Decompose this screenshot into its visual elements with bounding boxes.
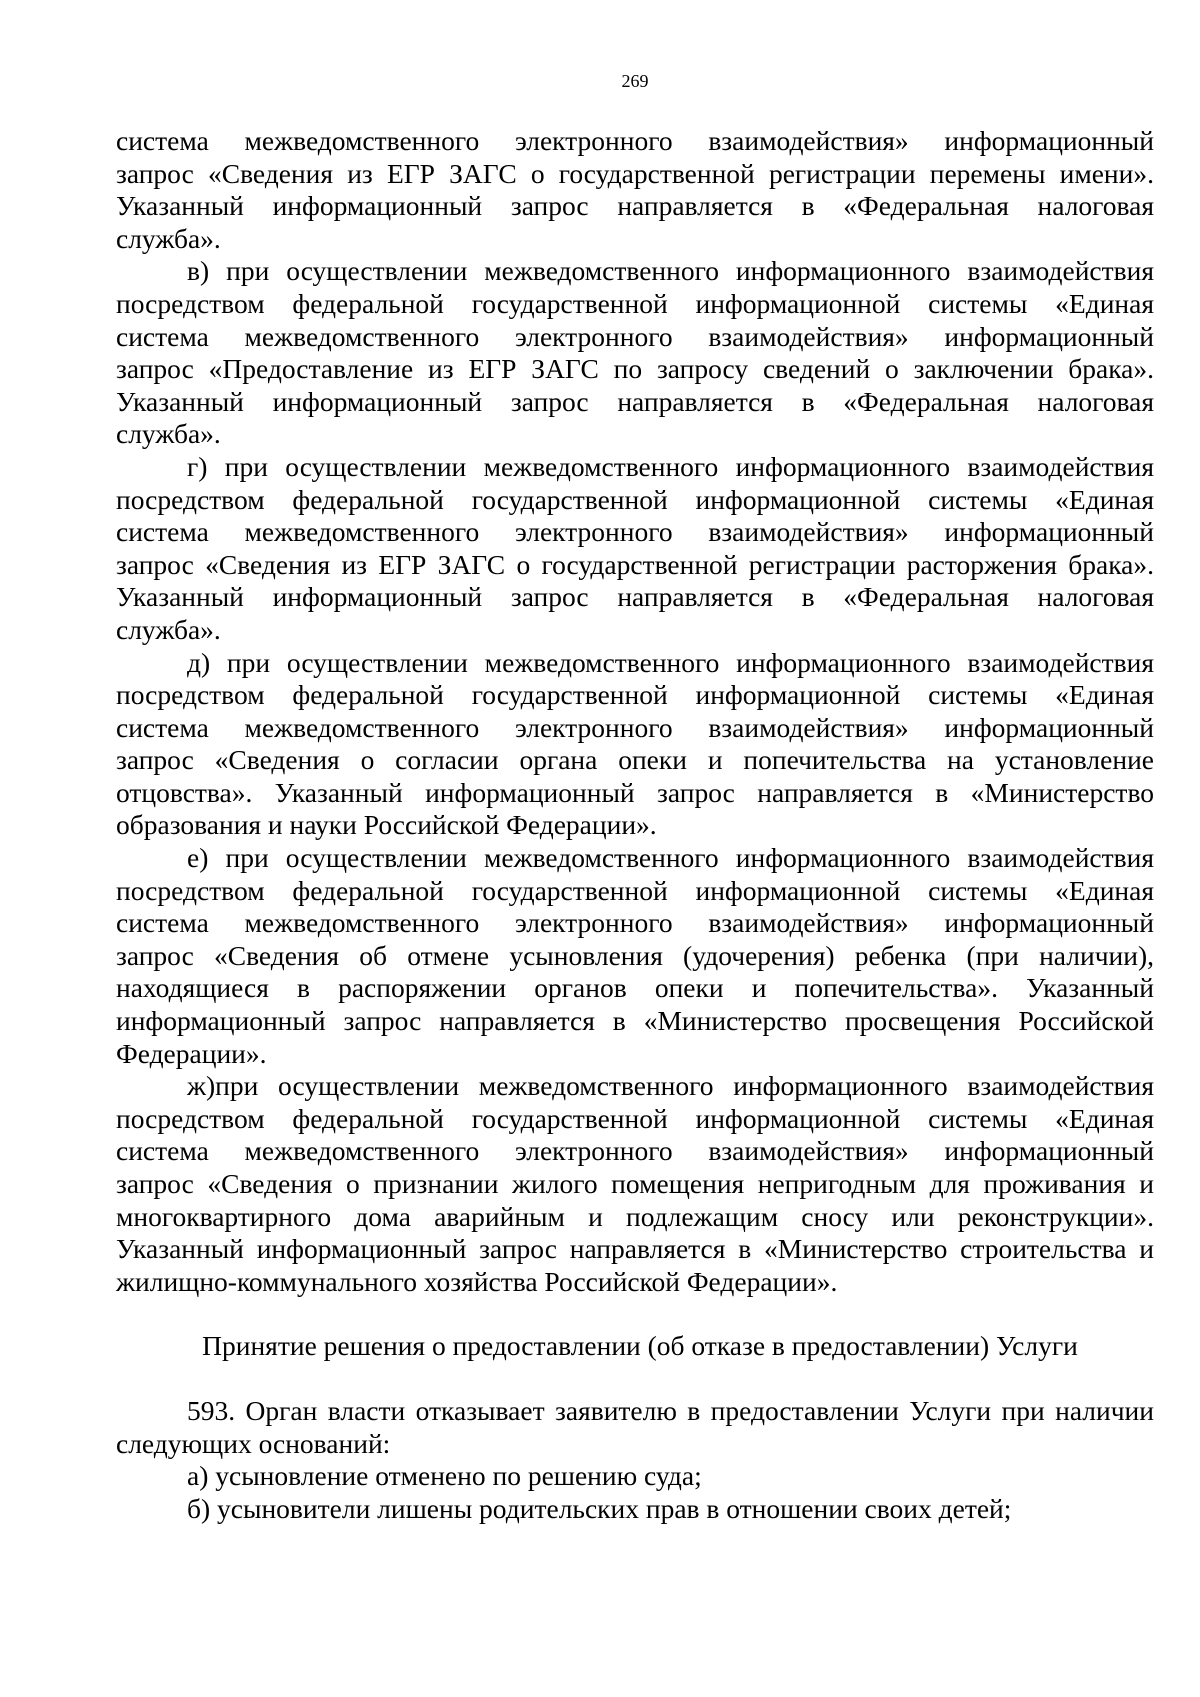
text-line: Указанный информационный запрос направляется в «Федеральная налоговая xyxy=(116,581,1154,613)
text-line: служба». xyxy=(116,613,221,645)
text-line: запрос «Сведения из ЕГР ЗАГС о государственной регистрации перемены имени». xyxy=(116,157,1154,189)
text-line: Указанный информационный запрос направляется в «Министерство строительства и xyxy=(116,1233,1154,1265)
text-line: Федерации». xyxy=(116,1037,267,1069)
text-line: система межведомственного электронного взаимодействия» информационный xyxy=(116,125,1154,156)
list-item-g-first-line: г) при осуществлении межведомственного информационного взаимодействия xyxy=(187,450,1154,482)
text-line: запрос «Сведения о признании жилого помещения непригодным для проживания и xyxy=(116,1168,1154,1199)
text-line: посредством федеральной государственной информационной системы «Единая xyxy=(116,287,1154,319)
text-line: система межведомственного электронного взаимодействия» информационный xyxy=(116,907,1154,939)
text-line: следующих оснований: xyxy=(116,1427,391,1459)
list-item-b: б) усыновители лишены родительских прав в отношении своих детей; xyxy=(187,1492,1012,1524)
text-line: система межведомственного электронного взаимодействия» информационный xyxy=(116,516,1154,548)
text-line: запрос «Сведения о согласии органа опеки и попечительства на установление xyxy=(116,744,1154,776)
list-item-e-first-line: е) при осуществлении межведомственного информационного взаимодействия xyxy=(187,842,1154,874)
text-line: посредством федеральной государственной информационной системы «Единая xyxy=(116,483,1154,515)
list-item-d-first-line: д) при осуществлении межведомственного информационного взаимодействия xyxy=(187,646,1154,678)
text-line: служба». xyxy=(116,418,221,450)
text-line: отцовства». Указанный информационный запрос направляется в «Министерство xyxy=(116,776,1154,808)
text-line: находящиеся в распоряжении органов опеки и попечительства». Указанный xyxy=(116,972,1154,1004)
text-line: Указанный информационный запрос направляется в «Федеральная налоговая xyxy=(116,190,1154,222)
section-gap xyxy=(116,1363,1154,1395)
text-line: служба». xyxy=(116,222,221,254)
text-line: запрос «Предоставление из ЕГР ЗАГС по запросу сведений о заключении брака». xyxy=(116,353,1154,385)
list-item-a: а) усыновление отменено по решению суда; xyxy=(187,1460,702,1492)
text-line: посредством федеральной государственной информационной системы «Единая xyxy=(116,679,1154,711)
page-number: 269 xyxy=(621,71,649,91)
text-line: запрос «Сведения из ЕГР ЗАГС о государственной регистрации расторжения брака». xyxy=(116,548,1154,580)
text-line: образования и науки Российской Федерации». xyxy=(116,809,657,841)
clause-593-first-line: 593. Орган власти отказывает заявителю в предоставлении Услуги при наличии xyxy=(187,1394,1154,1426)
text-line: многоквартирного дома аварийным и подлежащим сносу или реконструкции». xyxy=(116,1200,1154,1232)
document-body xyxy=(116,125,1154,1525)
list-item-zh-first-line: ж)при осуществлении межведомственного информационного взаимодействия xyxy=(187,1070,1154,1102)
text-line: система межведомственного электронного взаимодействия» информационный xyxy=(116,1135,1154,1167)
text-line: система межведомственного электронного взаимодействия» информационный xyxy=(116,711,1154,743)
text-line: посредством федеральной государственной информационной системы «Единая xyxy=(116,874,1154,906)
text-line: запрос «Сведения об отмене усыновления (удочерения) ребенка (при наличии), xyxy=(116,939,1154,971)
text-line: посредством федеральной государственной информационной системы «Единая xyxy=(116,1102,1154,1134)
section-heading: Принятие решения о предоставлении (об отказе в предоставлении) Услуги xyxy=(202,1330,1078,1362)
text-line: Указанный информационный запрос направляется в «Федеральная налоговая xyxy=(116,385,1154,417)
text-line: информационный запрос направляется в «Министерство просвещения Российской xyxy=(116,1005,1154,1037)
text-line: жилищно-коммунального хозяйства Российской Федерации». xyxy=(116,1265,838,1297)
text-line: система межведомственного электронного взаимодействия» информационный xyxy=(116,320,1154,352)
list-item-v-first-line: в) при осуществлении межведомственного информационного взаимодействия xyxy=(187,255,1154,287)
